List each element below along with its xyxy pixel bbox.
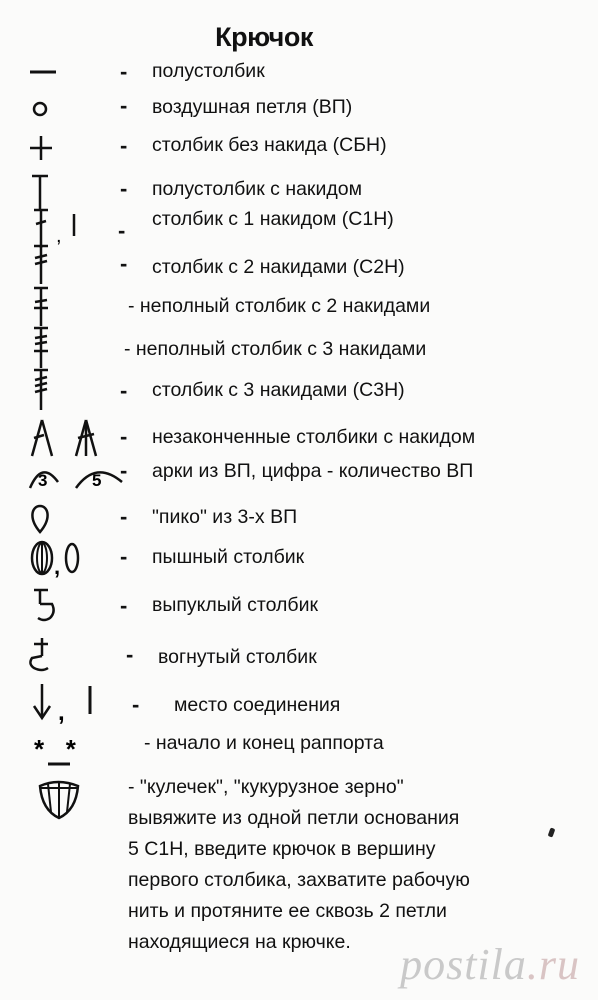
chain-arch-symbol: [18, 452, 118, 498]
dash: -: [118, 218, 126, 243]
svg-text:,: ,: [54, 554, 61, 579]
single-crochet-symbol: [18, 124, 118, 170]
back-post-symbol: [18, 634, 118, 680]
double-treble-symbol: [18, 366, 118, 412]
dash: -: [120, 424, 128, 449]
dash: -: [120, 59, 128, 84]
legend-text: столбик с 3 накидами (С3Н): [152, 379, 405, 401]
legend-text: столбик с 1 накидом (С1Н): [152, 208, 394, 230]
legend-text: столбик без накида (СБН): [152, 134, 387, 156]
incomplete-double-treble-symbol: [18, 324, 118, 370]
watermark: postila.ru: [400, 940, 580, 989]
popcorn-stitch-symbol: [18, 758, 118, 828]
treble-crochet-symbol: [18, 242, 118, 288]
svg-text:,: ,: [58, 699, 65, 726]
dash: -: [120, 176, 128, 201]
dash: -: [120, 378, 128, 403]
dash: -: [120, 458, 128, 483]
dash: -: [120, 251, 128, 276]
arch-number: 5: [92, 471, 102, 490]
dash: -: [120, 544, 128, 569]
dash: -: [120, 593, 128, 618]
description-line: первого столбика, захватите рабочую: [128, 869, 470, 891]
description-line: нить и протяните ее сквозь 2 петли: [128, 900, 447, 922]
svg-text:,: ,: [56, 225, 62, 247]
dash: -: [126, 642, 134, 667]
dash: -: [132, 692, 140, 717]
legend-text: выпуклый столбик: [152, 594, 318, 616]
legend-text: полустолбик: [152, 60, 265, 82]
legend-text: - неполный столбик с 2 накидами: [128, 295, 431, 317]
legend-text: полустолбик с накидом: [152, 178, 362, 200]
legend-text: воздушная петля (ВП): [152, 96, 353, 118]
legend-text: арки из ВП, цифра - количество ВП: [152, 460, 474, 482]
popcorn-description: [128, 772, 568, 958]
legend-text: незаконченные столбики с накидом: [152, 426, 476, 448]
legend-text: пышный столбик: [152, 546, 305, 568]
description-line: находящиеся на крючке.: [128, 931, 351, 953]
description-line: вывяжите из одной петли основания: [128, 807, 460, 829]
page-title: Крючок: [215, 22, 313, 52]
puff-stitch-symbol: [18, 534, 118, 580]
description-line: - "кулечек", "кукурузное зерно": [128, 776, 404, 798]
legend-text: место соединения: [174, 694, 341, 716]
dash: -: [120, 93, 128, 118]
join-point-symbol: [18, 680, 118, 726]
legend-text: столбик с 2 накидами (С2Н): [152, 256, 405, 278]
dash: -: [120, 133, 128, 158]
legend-text: - начало и конец раппорта: [144, 732, 384, 754]
legend-text: - неполный столбик с 3 накидами: [124, 338, 427, 360]
repeat-marks: * *: [34, 734, 76, 764]
description-line: 5 С1Н, введите крючок в вершину: [128, 838, 436, 860]
front-post-symbol: [18, 584, 118, 630]
legend-text: "пико" из 3-х ВП: [152, 506, 298, 528]
legend-text: вогнутый столбик: [158, 646, 317, 668]
dash: -: [120, 504, 128, 529]
arch-number: 3: [38, 471, 48, 490]
